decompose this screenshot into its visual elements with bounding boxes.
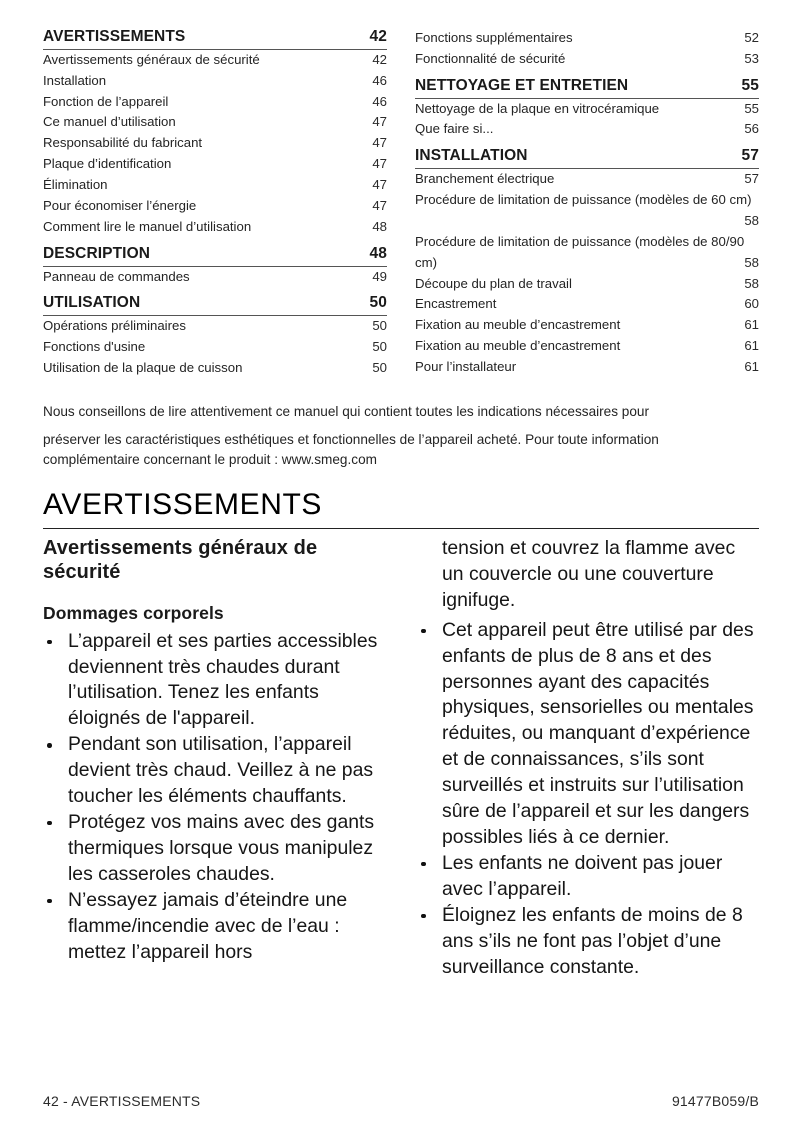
table-of-contents <box>43 28 759 379</box>
toc-entry[interactable] <box>43 92 387 113</box>
toc-entry[interactable] <box>43 154 387 175</box>
subheading-personal-injury: Dommages corporels <box>43 602 224 623</box>
toc-entry-title: Fonctions d'usine <box>43 339 146 355</box>
toc-entry-title: INSTALLATION <box>415 147 528 165</box>
warning-text: Éloignez les enfants de moins de 8 ans s’ils ne font pas l’objet d’une surveillance constante. <box>442 903 743 978</box>
toc-entry-title: Nettoyage de la plaque en vitrocéramique <box>415 100 660 116</box>
warning-list-item <box>417 618 759 851</box>
toc-section-header[interactable] <box>43 245 387 267</box>
toc-entry-title: Installation <box>43 72 107 88</box>
toc-entry[interactable] <box>415 315 759 336</box>
toc-entry-page: 46 <box>372 93 387 109</box>
toc-entry-title: UTILISATION <box>43 294 141 312</box>
toc-entry-page: 42 <box>369 28 387 45</box>
toc-entry-title: Utilisation de la plaque de cuisson <box>43 360 243 376</box>
toc-left-column <box>43 28 387 379</box>
toc-entry-title: Découpe du plan de travail <box>415 275 572 291</box>
bullet-icon <box>421 862 426 867</box>
toc-entry[interactable] <box>43 217 387 238</box>
warning-text: Protégez vos mains avec des gants thermiques lorsque vous manipulez les casseroles chaudes. <box>68 811 375 885</box>
toc-entry-page: 57 <box>741 147 759 165</box>
warning-list-item <box>417 903 759 981</box>
toc-entry[interactable] <box>415 119 759 140</box>
toc-entry-title: AVERTISSEMENTS <box>43 28 186 45</box>
toc-entry-page: 50 <box>372 360 387 376</box>
toc-entry-title: Procédure de limitation de puissance (modèles de 60 cm) <box>415 192 752 208</box>
toc-entry-page: 58 <box>744 275 759 291</box>
warning-text: Les enfants ne doivent pas jouer avec l’appareil. <box>442 851 723 900</box>
left-warning-list <box>43 629 385 966</box>
toc-entry-title: DESCRIPTION <box>43 244 151 262</box>
toc-entry-title: Comment lire le manuel d’utilisation <box>43 218 252 234</box>
toc-entry-title: Avertissements généraux de sécurité <box>43 51 260 67</box>
toc-entry[interactable] <box>43 196 387 217</box>
warning-list-item <box>43 888 385 966</box>
toc-entry[interactable] <box>415 336 759 357</box>
toc-entry-title: Opérations préliminaires <box>43 318 186 334</box>
bullet-icon <box>47 640 52 645</box>
toc-section-header[interactable] <box>43 28 387 50</box>
toc-entry-page: 52 <box>744 30 759 45</box>
bullet-icon <box>47 821 52 826</box>
toc-entry-title: Fonctions supplémentaires <box>415 30 573 45</box>
toc-entry[interactable] <box>415 294 759 315</box>
toc-entry[interactable] <box>43 112 387 133</box>
toc-entry-title: NETTOYAGE ET ENTRETIEN <box>415 76 629 94</box>
warning-list-item <box>417 851 759 903</box>
toc-entry-page: 50 <box>372 339 387 355</box>
toc-entry-page: 47 <box>372 156 387 172</box>
toc-entry-page: 58 <box>744 212 759 228</box>
toc-entry[interactable] <box>43 267 387 288</box>
toc-entry[interactable] <box>415 190 759 232</box>
toc-entry-page: 53 <box>744 50 759 66</box>
toc-entry-page: 55 <box>741 76 759 94</box>
toc-entry[interactable] <box>43 175 387 196</box>
toc-entry-title: Fonctionnalité de sécurité <box>415 50 566 66</box>
toc-entry-page: 50 <box>369 294 387 312</box>
warning-list-item <box>43 629 385 733</box>
toc-entry-page: 47 <box>372 135 387 151</box>
toc-entry-title: Encastrement <box>415 296 497 312</box>
toc-entry-page: 42 <box>372 51 387 67</box>
warning-list-item <box>43 732 385 810</box>
bullet-icon <box>47 743 52 748</box>
toc-section-header[interactable] <box>43 294 387 316</box>
toc-entry-title: Élimination <box>43 177 108 193</box>
body-right-column <box>417 536 759 980</box>
intro-line-2: préserver les caractéristiques esthétiques et fonctionnelles de l’appareil acheté. Pour toute information complémentaire concernant le produit : www.smeg.com <box>43 432 659 467</box>
intro-paragraph <box>43 402 759 469</box>
footer-page-label: 42 - AVERTISSEMENTS <box>43 1093 201 1109</box>
toc-entry-page: 58 <box>744 254 759 270</box>
toc-entry-title: Pour économiser l’énergie <box>43 197 197 213</box>
page-title: AVERTISSEMENTS <box>43 488 759 529</box>
intro-line-1: Nous conseillons de lire attentivement ce manuel qui contient toutes les indications nécessaires pour <box>43 404 650 419</box>
toc-entry-page: 47 <box>372 197 387 213</box>
toc-entry[interactable] <box>415 357 759 378</box>
toc-entry[interactable] <box>415 28 759 49</box>
toc-entry-title: Ce manuel d’utilisation <box>43 114 176 130</box>
warning-text: L’appareil et ses parties accessibles deviennent très chaudes durant l’utilisation. Tenez les enfants éloignés de l'appareil. <box>68 629 378 730</box>
toc-entry-page: 46 <box>372 72 387 88</box>
toc-entry[interactable] <box>415 169 759 190</box>
toc-entry-title: Fixation au meuble d’encastrement <box>415 338 621 354</box>
toc-entry-page: 47 <box>372 177 387 193</box>
continuation-text: tension et couvrez la flamme avec un couvercle ou une couverture ignifuge. <box>442 537 736 611</box>
warning-list-item <box>43 810 385 888</box>
toc-entry-page: 61 <box>744 358 759 374</box>
toc-entry-title: Responsabilité du fabricant <box>43 135 203 151</box>
toc-entry-page: 47 <box>372 114 387 130</box>
toc-entry-page: 56 <box>744 121 759 137</box>
toc-entry-page: 49 <box>372 268 387 284</box>
toc-section-header[interactable] <box>415 77 759 99</box>
toc-entry[interactable] <box>43 133 387 154</box>
toc-entry-title: Pour l’installateur <box>415 358 517 374</box>
toc-entry-page: 60 <box>744 296 759 312</box>
toc-entry-page: 48 <box>369 244 387 262</box>
body-columns <box>43 536 759 980</box>
toc-entry-title: Fixation au meuble d’encastrement <box>415 317 621 333</box>
toc-entry-page: 57 <box>744 171 759 187</box>
toc-entry-title: Procédure de limitation de puissance (modèles de 80/90 cm) <box>415 233 745 270</box>
toc-entry[interactable] <box>415 99 759 120</box>
toc-entry-page: 48 <box>372 218 387 234</box>
toc-entry-title: Plaque d’identification <box>43 156 172 172</box>
subheading-general-safety: Avertissements généraux de sécurité <box>43 537 318 584</box>
toc-entry[interactable] <box>415 274 759 295</box>
warning-text: N’essayez jamais d’éteindre une flamme/incendie avec de l’eau : mettez l’appareil hors <box>68 888 348 963</box>
body-left-column <box>43 536 385 980</box>
warning-text: Pendant son utilisation, l’appareil devient très chaud. Veillez à ne pas toucher les éléments chauffants. <box>68 733 374 808</box>
toc-entry[interactable] <box>43 358 387 379</box>
right-warning-list <box>417 618 759 981</box>
toc-entry[interactable] <box>415 49 759 70</box>
toc-entry-title: Panneau de commandes <box>43 268 190 284</box>
bullet-icon <box>421 629 426 634</box>
bullet-icon <box>421 914 426 919</box>
toc-entry-page: 61 <box>744 338 759 354</box>
toc-entry[interactable] <box>43 50 387 71</box>
toc-right-column <box>415 28 759 379</box>
toc-entry-title: Fonction de l’appareil <box>43 93 169 109</box>
toc-section-header[interactable] <box>415 147 759 169</box>
toc-entry[interactable] <box>43 71 387 92</box>
page-footer <box>43 1093 759 1109</box>
warning-text: Cet appareil peut être utilisé par des enfants de plus de 8 ans et des personnes ayant des capacités physiques, sensorielles ou mentales réduites, ou manquant d’expérience et de connaissances, s’ils sont surveillés et instruits sur l’utilisation sûre de l’appareil et sur les dangers possibles liés à ce dernier. <box>442 618 754 848</box>
toc-entry-page: 50 <box>372 318 387 334</box>
footer-document-code: 91477B059/B <box>671 1093 759 1109</box>
toc-entry-page: 61 <box>744 317 759 333</box>
toc-entry-page: 55 <box>744 100 759 116</box>
toc-entry-title: Que faire si... <box>415 121 494 137</box>
bullet-icon <box>47 899 52 904</box>
toc-entry-title: Branchement électrique <box>415 171 555 187</box>
toc-entry[interactable] <box>43 337 387 358</box>
toc-entry[interactable] <box>43 316 387 337</box>
toc-entry[interactable] <box>415 232 759 274</box>
